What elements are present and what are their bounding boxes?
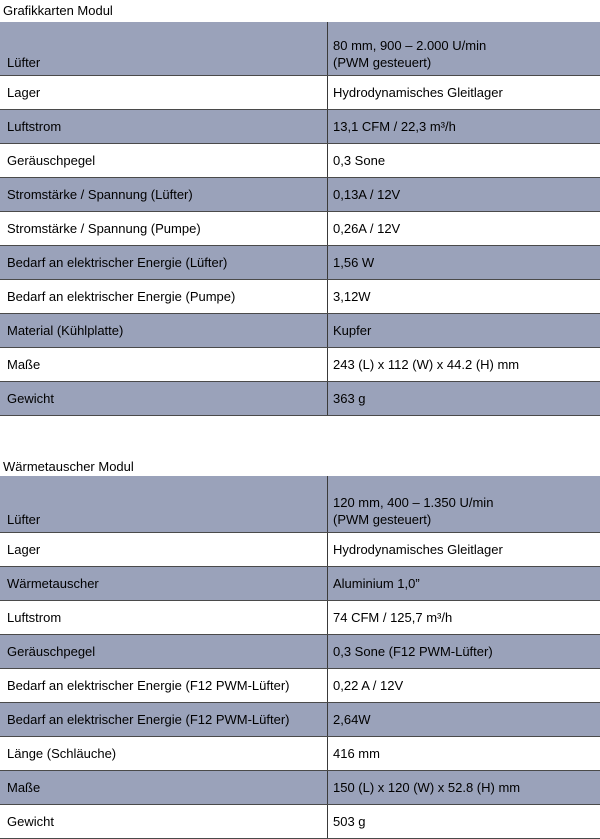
table-row	[0, 109, 600, 143]
row-label: Gewicht	[0, 804, 328, 838]
table-row	[0, 381, 600, 415]
table-row	[0, 702, 600, 736]
row-label: Bedarf an elektrischer Energie (Lüfter)	[0, 245, 328, 279]
section-title-grafikkarten: Grafikkarten Modul	[3, 3, 113, 18]
row-value	[328, 476, 600, 532]
table-row	[0, 279, 600, 313]
row-value: 243 (L) x 112 (W) x 44.2 (H) mm	[328, 347, 600, 381]
table-row	[0, 313, 600, 347]
row-value: 0,13A / 12V	[328, 177, 600, 211]
table-row	[0, 668, 600, 702]
row-value: Hydrodynamisches Gleitlager	[328, 75, 600, 109]
row-label: Geräuschpegel	[0, 143, 328, 177]
spec-table-grafikkarten	[0, 22, 600, 416]
table-row	[0, 736, 600, 770]
row-label: Maße	[0, 347, 328, 381]
row-value	[328, 22, 600, 75]
table-row	[0, 75, 600, 109]
table-row	[0, 347, 600, 381]
row-label: Lüfter	[0, 476, 328, 532]
row-value: 74 CFM / 125,7 m³/h	[328, 600, 600, 634]
row-value-line: 80 mm, 900 – 2.000 U/min	[333, 37, 600, 54]
row-label: Maße	[0, 770, 328, 804]
row-label: Wärmetauscher	[0, 566, 328, 600]
table-row	[0, 634, 600, 668]
row-label: Bedarf an elektrischer Energie (Pumpe)	[0, 279, 328, 313]
row-value-line: (PWM gesteuert)	[333, 511, 600, 528]
row-label: Stromstärke / Spannung (Pumpe)	[0, 211, 328, 245]
row-value: 13,1 CFM / 22,3 m³/h	[328, 109, 600, 143]
row-value: 0,3 Sone	[328, 143, 600, 177]
row-label: Lüfter	[0, 22, 328, 75]
spec-table-waermetauscher	[0, 476, 600, 839]
section-title-waermetauscher: Wärmetauscher Modul	[3, 459, 134, 474]
row-label: Lager	[0, 532, 328, 566]
row-value-line: (PWM gesteuert)	[333, 54, 600, 71]
row-label: Luftstrom	[0, 109, 328, 143]
table-row	[0, 211, 600, 245]
row-label: Material (Kühlplatte)	[0, 313, 328, 347]
table-row	[0, 804, 600, 838]
row-value: 0,3 Sone (F12 PWM-Lüfter)	[328, 634, 600, 668]
row-label: Lager	[0, 75, 328, 109]
table-row	[0, 143, 600, 177]
row-label: Luftstrom	[0, 600, 328, 634]
row-label: Geräuschpegel	[0, 634, 328, 668]
row-value: 0,22 A / 12V	[328, 668, 600, 702]
table-row	[0, 245, 600, 279]
row-label: Länge (Schläuche)	[0, 736, 328, 770]
row-value: Kupfer	[328, 313, 600, 347]
row-value: 150 (L) x 120 (W) x 52.8 (H) mm	[328, 770, 600, 804]
row-label: Bedarf an elektrischer Energie (F12 PWM-Lüfter)	[0, 668, 328, 702]
row-value: 0,26A / 12V	[328, 211, 600, 245]
row-label: Bedarf an elektrischer Energie (F12 PWM-Lüfter)	[0, 702, 328, 736]
row-value: 363 g	[328, 381, 600, 415]
row-value-line: 120 mm, 400 – 1.350 U/min	[333, 494, 600, 511]
row-value: 1,56 W	[328, 245, 600, 279]
table-row	[0, 770, 600, 804]
table-row	[0, 532, 600, 566]
row-value: 416 mm	[328, 736, 600, 770]
row-value: Hydrodynamisches Gleitlager	[328, 532, 600, 566]
table-row	[0, 476, 600, 532]
row-value: 503 g	[328, 804, 600, 838]
row-label: Gewicht	[0, 381, 328, 415]
table-row	[0, 177, 600, 211]
row-value: 2,64W	[328, 702, 600, 736]
row-value: Aluminium 1,0”	[328, 566, 600, 600]
table-row	[0, 22, 600, 75]
table-row	[0, 566, 600, 600]
row-value: 3,12W	[328, 279, 600, 313]
row-label: Stromstärke / Spannung (Lüfter)	[0, 177, 328, 211]
table-row	[0, 600, 600, 634]
